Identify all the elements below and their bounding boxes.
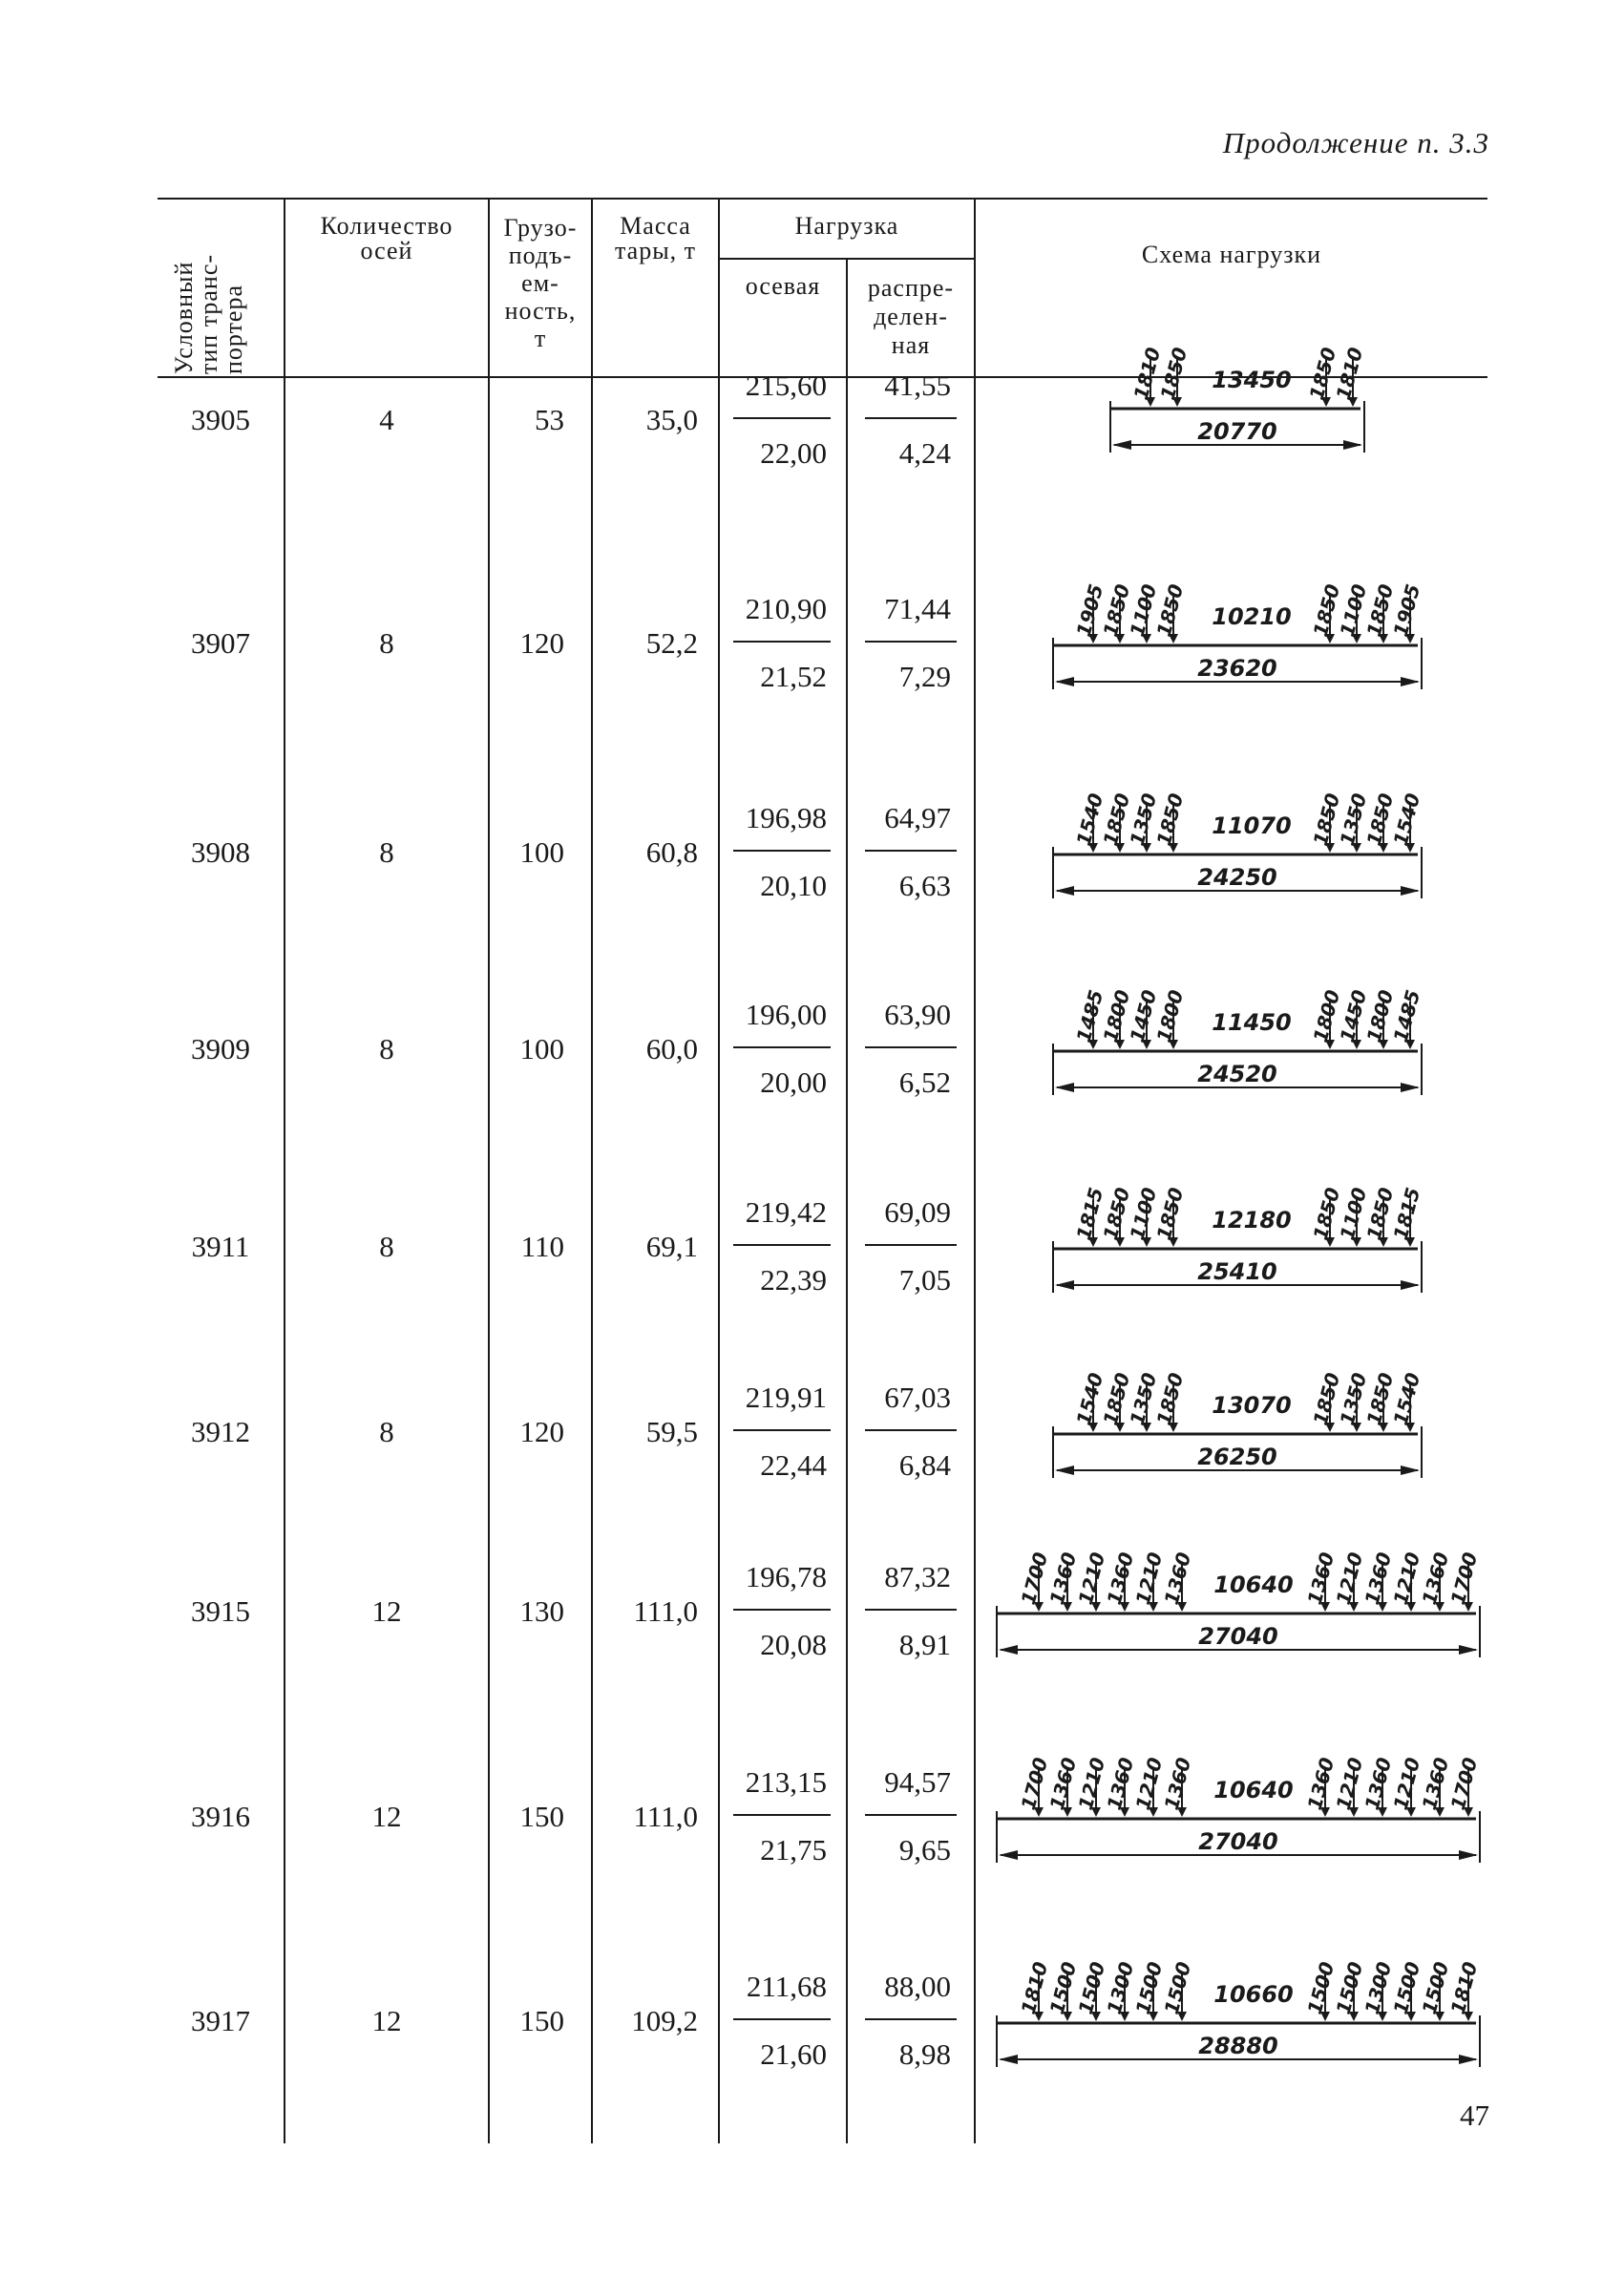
row-tare: 35,0 [645,403,698,436]
axle-spacing-label: 1360 [1360,1550,1397,1608]
load-scheme [1045,788,1437,936]
row-axles: 4 [379,403,394,436]
load-scheme [1045,1182,1437,1330]
dimension-arrow-right [1459,1850,1478,1860]
total-length-label: 24250 [1197,864,1277,891]
axle-spacing-label: 1540 [1071,1370,1108,1428]
row-tare: 109,2 [631,2004,698,2037]
row-dist-bottom: 7,29 [898,660,951,693]
middle-span-label: 10210 [1212,603,1292,630]
row-dist-top: 64,97 [884,801,951,834]
total-length-label: 27040 [1198,1828,1278,1855]
load-scheme-svg [1045,1367,1437,1510]
axle-spacing-label: 1700 [1016,1550,1053,1608]
row-dist-fraction-line [865,1429,957,1431]
row-dist-fraction-line [865,1814,957,1816]
row-capacity: 150 [519,2004,564,2037]
row-capacity: 150 [519,1800,564,1833]
row-dist-top: 67,03 [884,1381,951,1414]
row-axial-bottom: 22,00 [760,436,827,470]
row-dist-top: 71,44 [884,592,951,625]
load-scheme-svg [1045,788,1437,931]
total-length-label: 20770 [1197,418,1277,445]
dimension-arrow-right [1401,1083,1420,1092]
axle-spacing-label: 1100 [1335,581,1372,640]
total-length-label: 28880 [1198,2033,1278,2059]
axle-spacing-label: 1850 [1151,581,1189,640]
row-dist-fraction-line [865,417,957,419]
row-axial-top: 219,91 [745,1381,827,1414]
row-axial-top: 196,98 [745,801,827,834]
axle-spacing-label: 1360 [1159,1550,1196,1608]
row-axial-top: 219,42 [745,1195,827,1229]
axle-spacing-label: 1850 [1151,1370,1189,1428]
row-type: 3909 [191,1032,250,1065]
axle-spacing-label: 1540 [1071,791,1108,849]
axle-spacing-label: 1810 [1331,345,1368,403]
load-scheme-svg [989,1547,1495,1690]
row-dist-top: 87,32 [884,1560,951,1593]
row-capacity: 120 [519,626,564,660]
column-divider-2 [488,198,490,2143]
axle-spacing-label: 1210 [1388,1755,1425,1813]
middle-span-label: 11450 [1212,1009,1292,1036]
load-scheme-svg [989,1956,1495,2099]
row-axial-top: 211,68 [746,1970,827,2003]
row-dist-top: 63,90 [884,998,951,1031]
row-capacity: 100 [519,1032,564,1065]
middle-span-label: 12180 [1212,1207,1292,1234]
row-dist-top: 69,09 [884,1195,951,1229]
row-axles: 8 [379,626,394,660]
row-axial-top: 196,00 [745,998,827,1031]
axle-spacing-label: 1850 [1098,581,1135,640]
dimension-arrow-right [1401,677,1420,686]
axle-spacing-label: 1540 [1388,1370,1425,1428]
load-scheme-svg [1045,579,1437,722]
row-axial-bottom: 21,75 [760,1833,827,1867]
axle-spacing-label: 1210 [1073,1550,1110,1608]
total-length-label: 26250 [1197,1444,1277,1470]
axle-spacing-label: 1100 [1125,581,1162,640]
dimension-arrow-right [1401,1280,1420,1290]
axle-spacing-label: 1905 [1388,581,1425,640]
row-dist-fraction-line [865,641,957,643]
continuation-note: Продолжение п. 3.3 [1222,126,1489,159]
row-dist-bottom: 8,91 [898,1628,951,1661]
row-dist-top: 88,00 [884,1970,951,2003]
middle-span-label: 10640 [1213,1777,1294,1803]
header-load: Нагрузка [794,212,899,240]
axle-spacing-label: 1360 [1159,1755,1196,1813]
row-dist-fraction-line [865,2018,957,2020]
row-capacity: 53 [535,403,564,436]
axle-spacing-label: 1700 [1016,1755,1053,1813]
axle-spacing-label: 1360 [1302,1550,1339,1608]
middle-span-label: 10640 [1213,1571,1294,1598]
row-axial-bottom: 22,39 [760,1263,827,1297]
row-axial-bottom: 21,60 [760,2037,827,2071]
header-distributed: распре- делен- ная [867,274,955,359]
axle-spacing-label: 1500 [1159,1959,1196,2017]
row-axial-top: 196,78 [745,1560,827,1593]
axle-spacing-label: 1210 [1331,1755,1368,1813]
row-dist-bottom: 6,63 [898,869,951,902]
row-dist-fraction-line [865,1046,957,1048]
row-axles: 8 [379,1415,394,1448]
load-scheme [1045,1367,1437,1515]
axle-spacing-label: 1850 [1361,581,1399,640]
row-dist-fraction-line [865,1609,957,1611]
load-scheme-svg [1103,342,1380,485]
column-divider-1 [284,198,285,2143]
row-axial-fraction-line [733,1244,831,1246]
row-tare: 52,2 [645,626,698,660]
middle-span-label: 10660 [1213,1981,1294,2008]
axle-spacing-label: 1850 [1151,1185,1189,1243]
header-axles: Количество осей [320,212,453,264]
load-scheme [1103,342,1380,490]
row-axles: 8 [379,1032,394,1065]
row-tare: 59,5 [645,1415,698,1448]
page-number: 47 [1460,2099,1489,2132]
row-dist-bottom: 6,52 [898,1065,951,1099]
row-tare: 60,0 [645,1032,698,1065]
row-axial-fraction-line [733,417,831,419]
axle-spacing-label: 1700 [1445,1755,1483,1813]
row-dist-bottom: 8,98 [898,2037,951,2071]
axle-spacing-label: 1500 [1302,1959,1339,2017]
axle-spacing-label: 1300 [1360,1959,1397,2017]
row-tare: 111,0 [633,1800,698,1833]
row-dist-top: 41,55 [884,369,951,402]
row-type: 3905 [191,403,250,436]
axle-spacing-label: 1210 [1073,1755,1110,1813]
axle-spacing-label: 1360 [1044,1550,1082,1608]
row-axial-bottom: 20,00 [760,1065,827,1099]
axle-spacing-label: 1800 [1308,987,1345,1045]
axle-spacing-label: 1360 [1102,1755,1139,1813]
axle-spacing-label: 1485 [1071,987,1108,1045]
axle-spacing-label: 1850 [1155,345,1192,403]
total-length-label: 23620 [1197,655,1277,682]
axle-spacing-label: 1500 [1388,1959,1425,2017]
axle-spacing-label: 1360 [1417,1755,1454,1813]
row-type: 3908 [191,835,250,869]
axle-spacing-label: 1100 [1125,1185,1162,1243]
axle-spacing-label: 1850 [1361,1185,1399,1243]
axle-spacing-label: 1810 [1016,1959,1053,2017]
row-capacity: 120 [519,1415,564,1448]
load-scheme [1045,579,1437,727]
row-axial-top: 213,15 [745,1765,827,1799]
row-dist-top: 94,57 [884,1765,951,1799]
axle-spacing-label: 1100 [1335,1185,1372,1243]
row-type: 3907 [191,626,250,660]
row-type: 3911 [191,1230,250,1263]
axle-spacing-label: 1500 [1331,1959,1368,2017]
axle-spacing-label: 1815 [1388,1185,1425,1243]
dimension-arrow-right [1459,1645,1478,1655]
dimension-arrow-left [1055,1083,1074,1092]
row-axial-fraction-line [733,1609,831,1611]
axle-spacing-label: 1850 [1098,1185,1135,1243]
row-type: 3912 [191,1415,250,1448]
axle-spacing-label: 1850 [1361,1370,1399,1428]
axle-spacing-label: 1800 [1361,987,1399,1045]
total-length-label: 25410 [1197,1258,1277,1285]
axle-spacing-label: 1210 [1130,1755,1168,1813]
table-top-rule [158,198,1487,200]
axle-spacing-label: 1360 [1360,1755,1397,1813]
row-axles: 8 [379,1230,394,1263]
axle-spacing-label: 1850 [1308,1370,1345,1428]
axle-spacing-label: 1360 [1417,1550,1454,1608]
header-tare: Масса тары, т [614,212,697,264]
load-scheme [989,1956,1495,2104]
header-scheme: Схема нагрузки [1141,241,1322,268]
axle-spacing-label: 1850 [1361,791,1399,849]
row-axial-bottom: 22,44 [760,1448,827,1482]
axle-spacing-label: 1800 [1151,987,1189,1045]
row-tare: 69,1 [645,1230,698,1263]
axle-spacing-label: 1850 [1098,1370,1135,1428]
total-length-label: 24520 [1197,1061,1277,1087]
dimension-arrow-left [999,1645,1018,1655]
axle-spacing-label: 1500 [1417,1959,1454,2017]
axle-spacing-label: 1350 [1335,1370,1372,1428]
axle-spacing-label: 1850 [1151,791,1189,849]
row-dist-bottom: 6,84 [898,1448,951,1482]
axle-spacing-label: 1350 [1125,791,1162,849]
dimension-arrow-left [1055,1280,1074,1290]
axle-spacing-label: 1360 [1044,1755,1082,1813]
row-axial-bottom: 20,08 [760,1628,827,1661]
row-dist-bottom: 7,05 [898,1263,951,1297]
dimension-arrow-left [1055,886,1074,896]
axle-spacing-label: 1850 [1098,791,1135,849]
axle-spacing-label: 1850 [1304,345,1341,403]
axle-spacing-label: 1500 [1073,1959,1110,2017]
header-axial: осевая [745,272,821,300]
middle-span-label: 13070 [1212,1392,1292,1419]
dimension-arrow-left [1112,440,1131,450]
axle-spacing-label: 1850 [1308,1185,1345,1243]
middle-span-label: 11070 [1212,812,1292,839]
axle-spacing-label: 1350 [1125,1370,1162,1428]
header-type: Условный тип транс- портера [170,253,247,374]
row-capacity: 110 [520,1230,564,1263]
row-tare: 60,8 [645,835,698,869]
axle-spacing-label: 1500 [1130,1959,1168,2017]
load-scheme [1045,984,1437,1132]
axle-spacing-label: 1540 [1388,791,1425,849]
dimension-arrow-left [999,2055,1018,2064]
row-dist-fraction-line [865,850,957,852]
load-scheme-svg [989,1752,1495,1895]
dimension-arrow-left [999,1850,1018,1860]
total-length-label: 27040 [1198,1623,1278,1650]
axle-spacing-label: 1810 [1128,345,1166,403]
axle-spacing-label: 1500 [1044,1959,1082,2017]
axle-spacing-label: 1360 [1302,1755,1339,1813]
row-type: 3917 [191,2004,250,2037]
axle-spacing-label: 1350 [1335,791,1372,849]
row-type: 3915 [191,1594,250,1628]
dimension-arrow-left [1055,677,1074,686]
row-dist-bottom: 9,65 [898,1833,951,1867]
axle-spacing-label: 1700 [1445,1550,1483,1608]
axle-spacing-label: 1800 [1098,987,1135,1045]
load-scheme [989,1752,1495,1900]
axle-spacing-label: 1210 [1331,1550,1368,1608]
axle-spacing-label: 1450 [1335,987,1372,1045]
axle-spacing-label: 1210 [1388,1550,1425,1608]
row-tare: 111,0 [633,1594,698,1628]
axle-spacing-label: 1850 [1308,581,1345,640]
dimension-arrow-right [1401,1466,1420,1475]
row-capacity: 130 [519,1594,564,1628]
row-axles: 12 [371,1800,402,1833]
axle-spacing-label: 1300 [1102,1959,1139,2017]
row-axial-fraction-line [733,850,831,852]
row-dist-fraction-line [865,1244,957,1246]
axle-spacing-label: 1815 [1071,1185,1108,1243]
row-axles: 8 [379,835,394,869]
row-axial-top: 210,90 [745,592,827,625]
row-capacity: 100 [519,835,564,869]
row-axial-fraction-line [733,1429,831,1431]
row-axial-top: 215,60 [745,369,827,402]
row-axial-fraction-line [733,641,831,643]
row-axial-fraction-line [733,1814,831,1816]
column-divider-6 [974,198,976,2143]
axle-spacing-label: 1810 [1445,1959,1483,2017]
middle-span-label: 13450 [1212,367,1292,393]
row-axial-bottom: 20,10 [760,869,827,902]
axle-spacing-label: 1210 [1130,1550,1168,1608]
row-axial-fraction-line [733,2018,831,2020]
load-scheme [989,1547,1495,1695]
row-axial-fraction-line [733,1046,831,1048]
dimension-arrow-right [1401,886,1420,896]
row-dist-bottom: 4,24 [898,436,951,470]
dimension-arrow-right [1459,2055,1478,2064]
load-scheme-svg [1045,984,1437,1128]
column-divider-3 [591,198,593,2143]
axle-spacing-label: 1450 [1125,987,1162,1045]
axle-spacing-label: 1905 [1071,581,1108,640]
row-axial-bottom: 21,52 [760,660,827,693]
header-capacity: Грузо- подъ- ем- ность, т [503,214,578,352]
load-scheme-svg [1045,1182,1437,1325]
dimension-arrow-left [1055,1466,1074,1475]
axle-spacing-label: 1850 [1308,791,1345,849]
row-type: 3916 [191,1800,250,1833]
row-axles: 12 [371,1594,402,1628]
axle-spacing-label: 1485 [1388,987,1425,1045]
axle-spacing-label: 1360 [1102,1550,1139,1608]
row-axles: 12 [371,2004,402,2037]
dimension-arrow-right [1343,440,1362,450]
